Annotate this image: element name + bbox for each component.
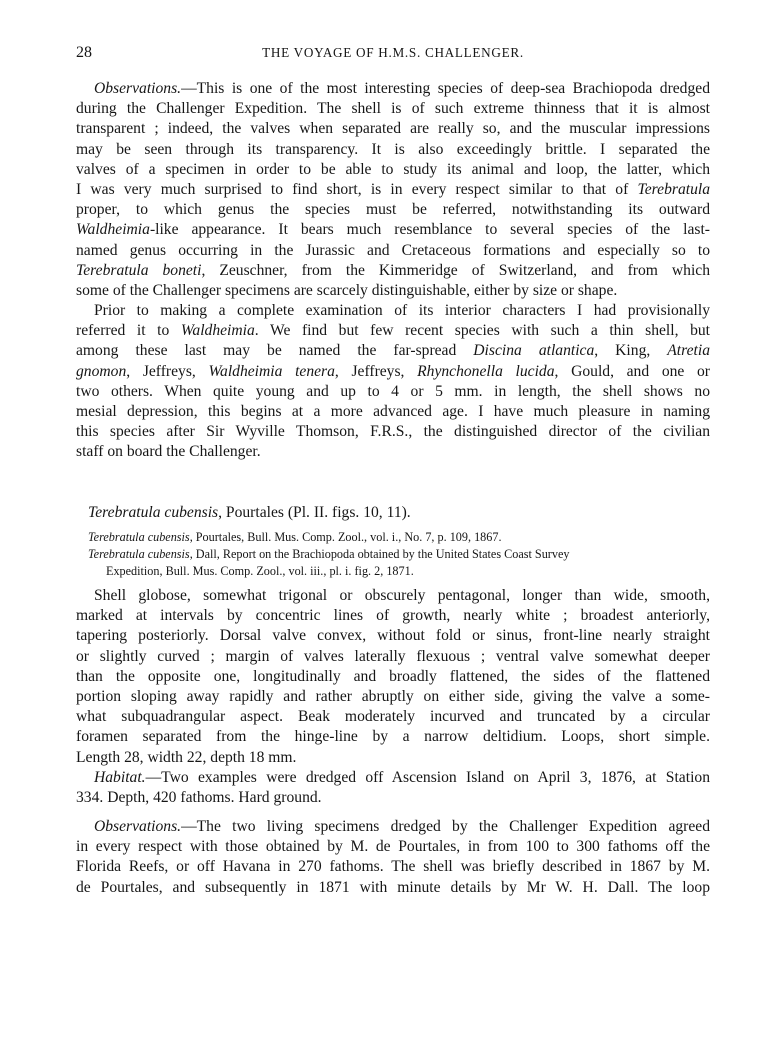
text-line: marked at intervals by concentric lines of growth, nearly white ; broadest anteriorly,: [76, 607, 710, 625]
text-line: Length 28, width 22, depth 18 mm.: [76, 748, 297, 766]
species-heading: [88, 503, 411, 523]
habitat-label: Habitat.: [94, 768, 146, 786]
running-title: THE VOYAGE OF H.M.S. CHALLENGER.: [262, 45, 524, 60]
text-line: named genus occurring in the Jurassic and Cretaceous formations and especially so to: [76, 241, 710, 259]
reference-line: Expedition, Bull. Mus. Comp. Zool., vol. iii., pl. i. fig. 2, 1871.: [106, 564, 414, 578]
text-line: referred it to: [76, 322, 181, 340]
text-line: proper, to which genus the species must be referred, notwithstanding its outward: [76, 201, 710, 219]
species-name: Terebratula cubensis: [88, 547, 190, 561]
genus-name: Atretia: [667, 342, 711, 360]
description-paragraph: [76, 586, 710, 808]
text-line: among these last may be named the far-spread: [76, 342, 474, 360]
text-line: [76, 362, 710, 382]
text-line: , King,: [594, 342, 668, 360]
synonymy-references: [88, 529, 710, 580]
text-line: foramen separated from the hinge-line by a narrow deltidium. Loops, short simple.: [76, 728, 710, 746]
text-line: Prior to making a complete examination of its interior characters I had provisionally: [94, 302, 710, 319]
text-line: [76, 768, 710, 788]
reference-text: , Pourtales, Bull. Mus. Comp. Zool., vol. i., No. 7, p. 109, 1867.: [189, 530, 502, 544]
text-line: [76, 261, 710, 281]
text-line: 334. Depth, 420 fathoms. Hard ground.: [76, 788, 322, 806]
text-line: , Jeffreys,: [334, 362, 418, 380]
species-name: Terebratula: [637, 180, 710, 198]
observations-paragraph: [76, 79, 710, 301]
text-line: in every respect with those obtained by M. de Pourtales, in from 100 to 300 fathoms off the: [76, 838, 710, 856]
text-line: valves of a specimen in order to be able to study its animal and loop, the latter, which: [76, 160, 710, 178]
text-line: or slightly curved ; margin of valves laterally flexuous ; ventral valve somewhat deeper: [76, 647, 710, 665]
text-line: [76, 79, 710, 99]
text-line: , Gould, and one or: [554, 362, 710, 380]
species-name: Waldheimia tenera: [208, 362, 335, 380]
text-line: some of the Challenger specimens are scarcely distinguishable, either by size or shape.: [76, 281, 618, 299]
observations-label: Observations.: [94, 818, 182, 835]
species-name: Terebratula cubensis: [88, 504, 219, 521]
text-line: . We find but few recent species with such a thin shell, but: [254, 322, 710, 340]
reference-line: [88, 546, 710, 563]
text-line: transparent ; indeed, the valves when separated are really so, and the muscular impressions: [76, 120, 710, 138]
prior-paragraph: [76, 301, 710, 463]
reference-line: [88, 529, 710, 546]
species-name: gnomon: [76, 362, 127, 380]
species-name: Rhynchonella lucida: [417, 362, 555, 380]
text-line: I was very much surprised to find short, is in every respect similar to that of: [76, 180, 638, 198]
observations-paragraph-2: [76, 817, 710, 898]
text-line: [76, 220, 710, 240]
text-line: —The two living specimens dredged by the Challenger Expedition agreed: [181, 818, 710, 835]
page-number: 28: [76, 44, 92, 61]
text-line: [76, 817, 710, 837]
text-line: [76, 321, 710, 341]
heading-text: , Pourtales (Pl. II. figs. 10, 11).: [218, 504, 411, 521]
text-line: tapering posteriorly. Dorsal valve convex, without fold or sinus, front-line nearly straight: [76, 627, 710, 645]
genus-name: Waldheimia: [76, 221, 150, 239]
text-line: what subquadrangular aspect. Beak moderately incurved and truncated by a circular: [76, 708, 710, 726]
species-name: Terebratula cubensis: [88, 530, 190, 544]
text-line: [76, 341, 710, 361]
text-line: —Two examples were dredged off Ascension Island on April 3, 1876, at Station: [145, 768, 710, 786]
text-line: -like appearance. It bears much resemblance to several species of the last-: [149, 221, 710, 239]
text-line: —This is one of the most interesting species of deep-sea Brachiopoda dredged: [181, 80, 710, 97]
text-line: Shell globose, somewhat trigonal or obscurely pentagonal, longer than wide, smooth,: [94, 587, 710, 604]
text-line: than the opposite one, longitudinally and broadly flattened, the sides of the flattened: [76, 667, 710, 685]
text-line: may be seen through its transparency. It is also exceedingly brittle. I separated the: [76, 140, 710, 158]
text-line: , Jeffreys,: [126, 362, 209, 380]
text-line: this species after Sir Wyville Thomson, F.R.S., the distinguished director of the civilian: [76, 423, 710, 441]
text-line: portion sloping away rapidly and rather abruptly on either side, giving the valve a some-: [76, 687, 710, 705]
text-line: , Zeuschner, from the Kimmeridge of Switzerland, and from which: [201, 261, 710, 279]
text-line: [76, 180, 710, 200]
text-line: staff on board the Challenger.: [76, 443, 261, 461]
page-header: [76, 44, 710, 66]
text-line: during the Challenger Expedition. The shell is of such extreme thinness that it is almost: [76, 100, 710, 118]
reference-text: , Dall, Report on the Brachiopoda obtained by the United States Coast Survey: [189, 547, 570, 561]
observations-label: Observations.: [94, 80, 182, 97]
text-line: mesial depression, this begins at a more advanced age. I have much pleasure in naming: [76, 402, 710, 420]
species-name: Discina atlantica: [473, 342, 595, 360]
text-line: de Pourtales, and subsequently in 1871 with minute details by Mr W. H. Dall. The loop: [76, 878, 710, 896]
text-line: two others. When quite young and up to 4 or 5 mm. in length, the shell shows no: [76, 382, 710, 400]
text-line: Florida Reefs, or off Havana in 270 fathoms. The shell was briefly described in 1867 by M.: [76, 858, 710, 876]
species-name: Terebratula boneti: [76, 261, 202, 279]
genus-name: Waldheimia: [180, 322, 255, 340]
